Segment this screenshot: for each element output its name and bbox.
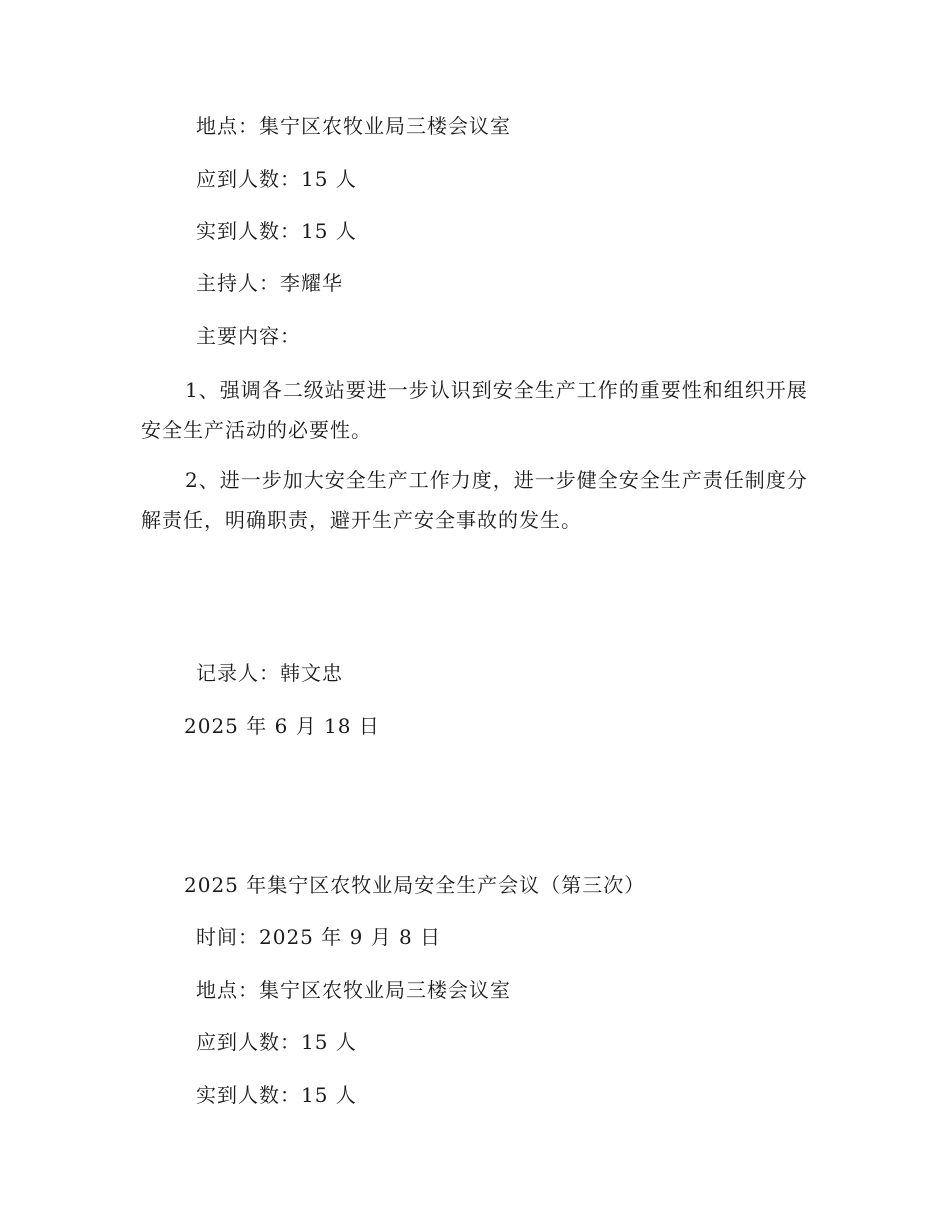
expected-attendance: 应到人数：15 人: [196, 1030, 357, 1054]
content-item-1: 1、强调各二级站要进一步认识到安全生产工作的重要性和组织开展安全生产活动的必要性。: [141, 378, 808, 442]
meeting-date: 2025 年 6 月 18 日: [184, 714, 380, 738]
actual-attendance: 实到人数：15 人: [196, 219, 357, 243]
content-item-2: 2、进一步加大安全生产工作力度，进一步健全安全生产责任制度分解责任，明确职责，避开生产安全事故的发生。: [141, 468, 808, 532]
expected-attendance: 应到人数：15 人: [196, 167, 357, 191]
meeting-location: 地点：集宁区农牧业局三楼会议室: [196, 978, 511, 1002]
meeting-time: 时间：2025 年 9 月 8 日: [196, 925, 442, 949]
meeting-host: 主持人：李耀华: [196, 271, 343, 295]
meeting-title: 2025 年集宁区农牧业局安全生产会议（第三次）: [184, 873, 646, 897]
meeting-recorder: 记录人：韩文忠: [196, 661, 343, 685]
content-heading: 主要内容：: [196, 324, 301, 348]
meeting-location: 地点：集宁区农牧业局三楼会议室: [196, 114, 511, 138]
actual-attendance: 实到人数：15 人: [196, 1083, 357, 1107]
